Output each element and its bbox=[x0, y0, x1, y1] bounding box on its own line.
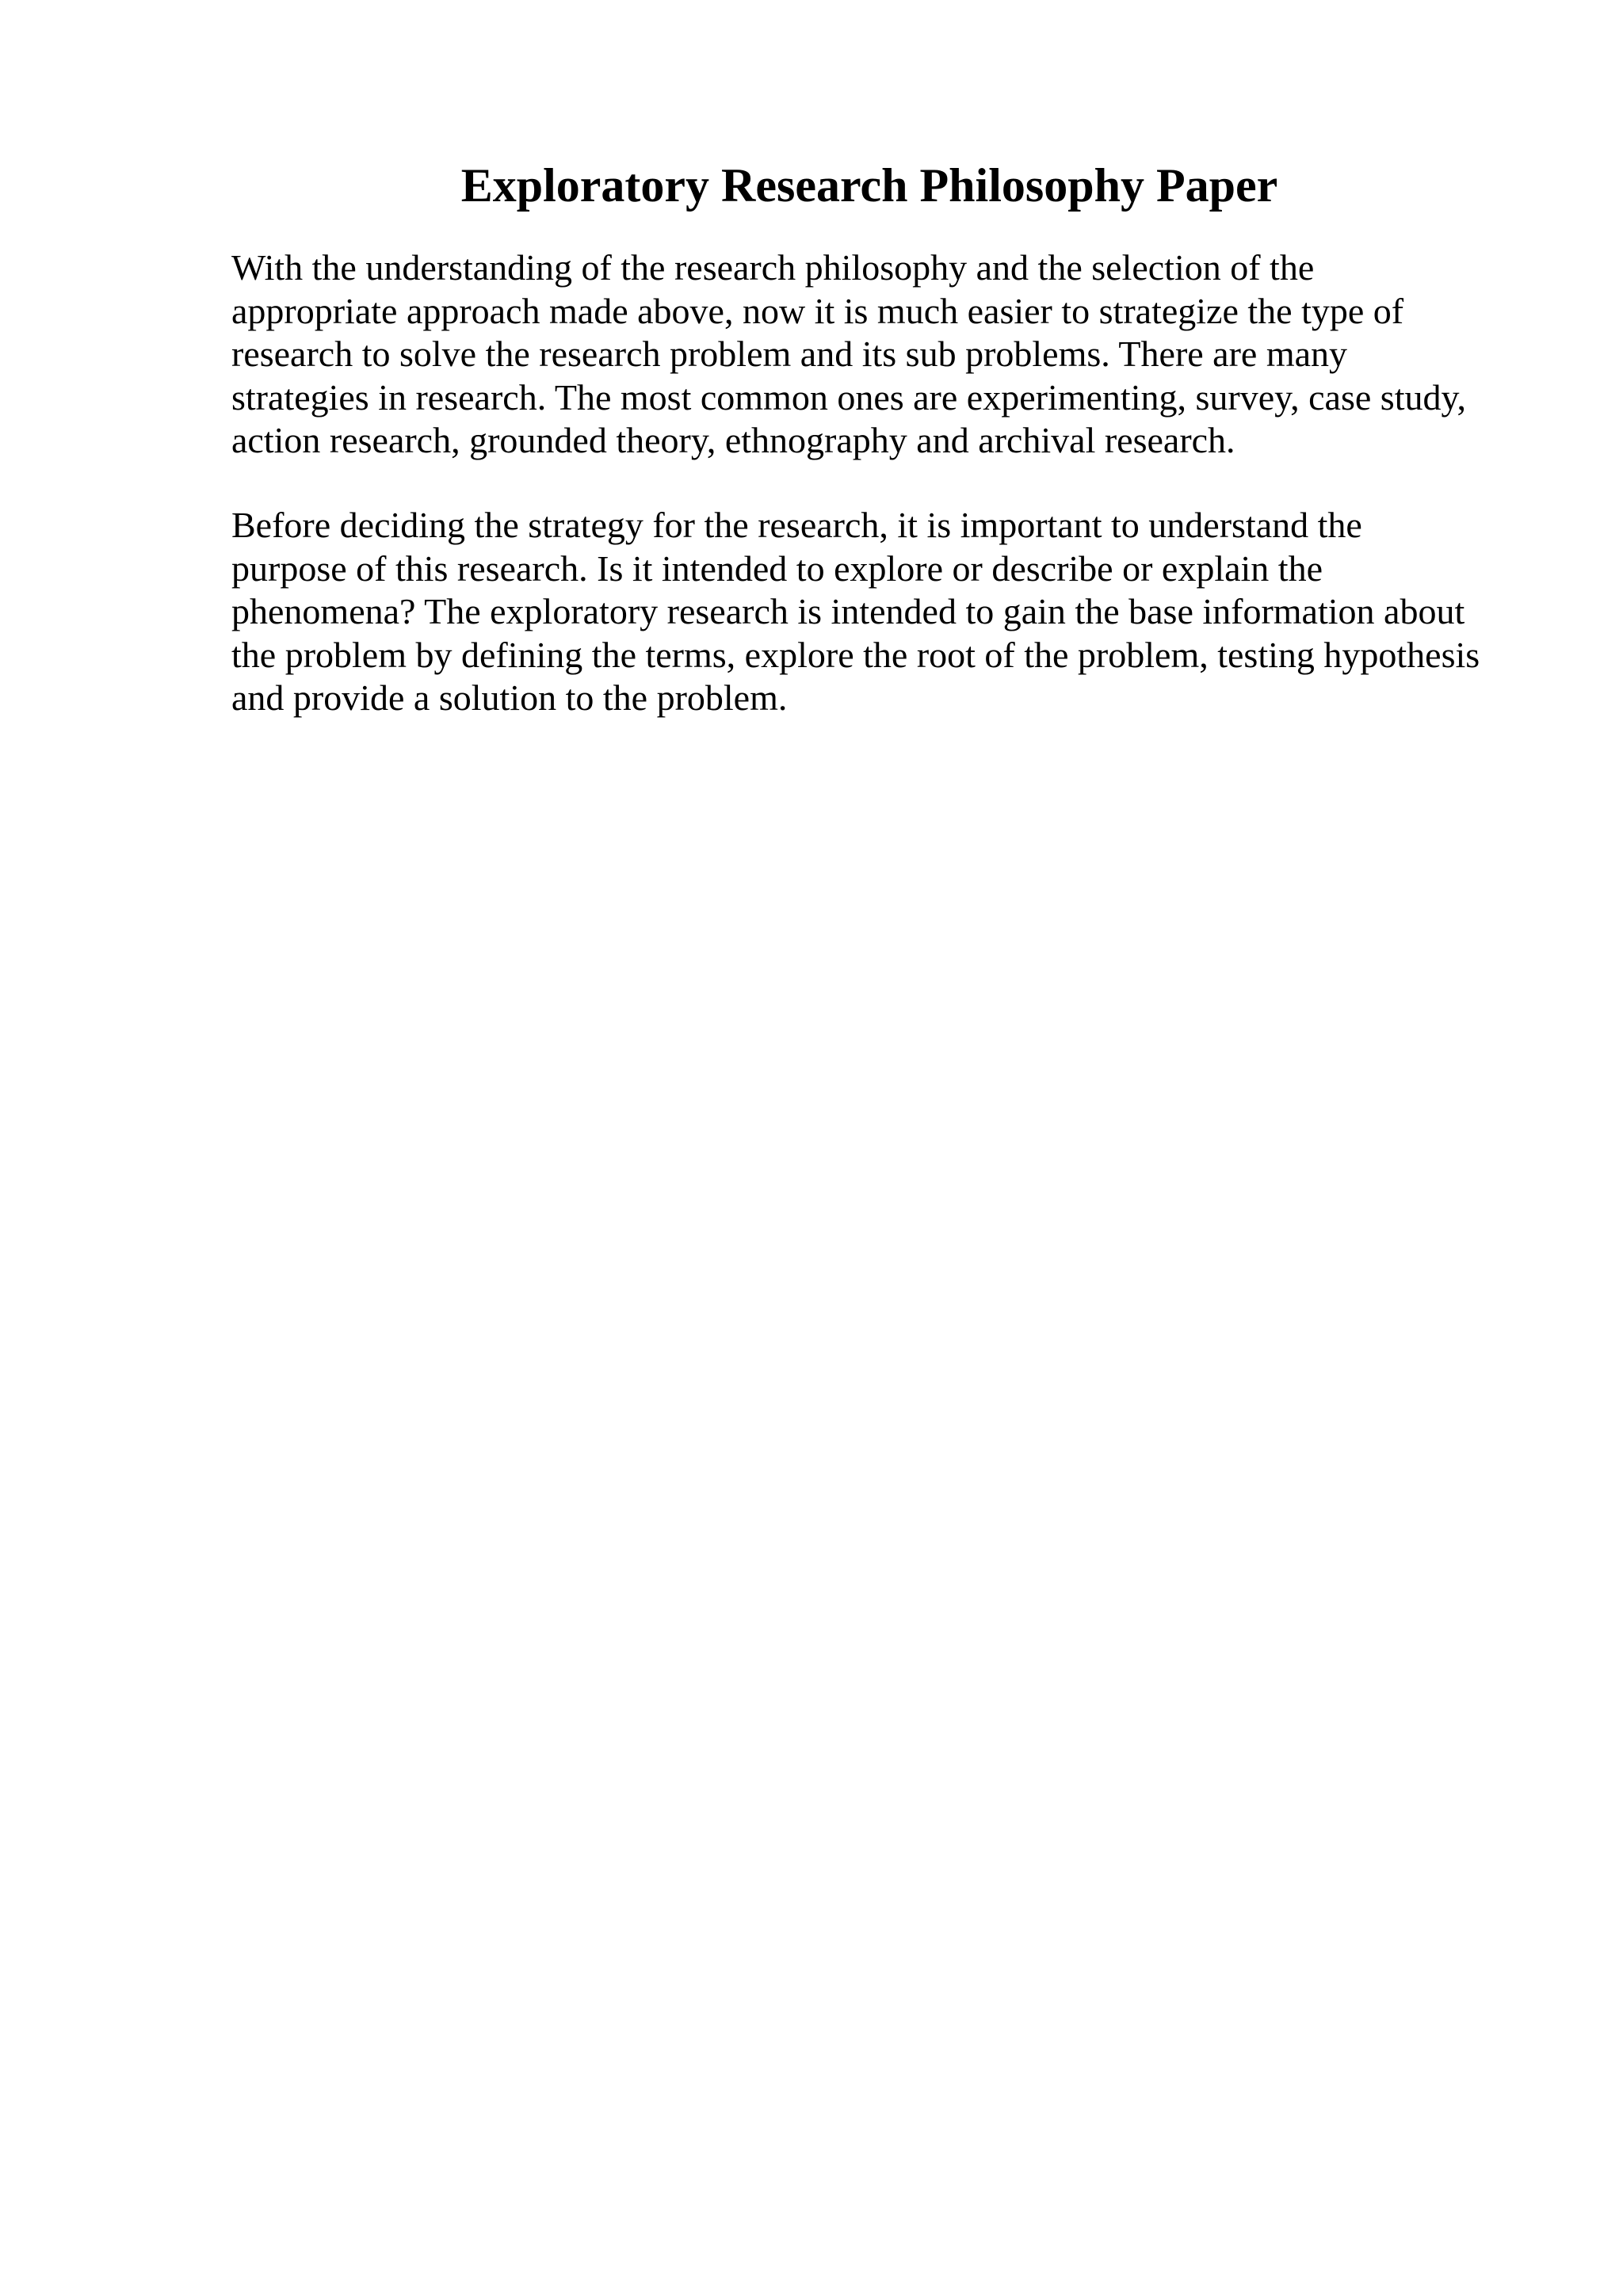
paragraph-line: strategies in research. The most common ones are experimenting, survey, case study, bbox=[231, 376, 1466, 418]
document-title: Exploratory Research Philosophy Paper bbox=[460, 159, 1278, 212]
paragraph-line: and provide a solution to the problem. bbox=[231, 677, 788, 718]
paragraph-line: appropriate approach made above, now it is much easier to strategize the type of bbox=[231, 290, 1404, 331]
paragraph-line: purpose of this research. Is it intended to explore or describe or explain the bbox=[231, 547, 1323, 589]
paragraph-2 bbox=[231, 504, 1515, 720]
paragraph-line: research to solve the research problem and its sub problems. There are many bbox=[231, 334, 1348, 374]
paragraph-line: phenomena? The exploratory research is intended to gain the base information about bbox=[231, 591, 1465, 631]
paragraph-1 bbox=[231, 246, 1515, 463]
paragraph-line: the problem by defining the terms, explore the root of the problem, testing hypothesis bbox=[231, 634, 1480, 675]
paragraph-line: Before deciding the strategy for the research, it is important to understand the bbox=[231, 505, 1362, 545]
paragraph-line: With the understanding of the research philosophy and the selection of the bbox=[231, 247, 1315, 288]
paragraph-line: action research, grounded theory, ethnography and archival research. bbox=[231, 420, 1235, 460]
